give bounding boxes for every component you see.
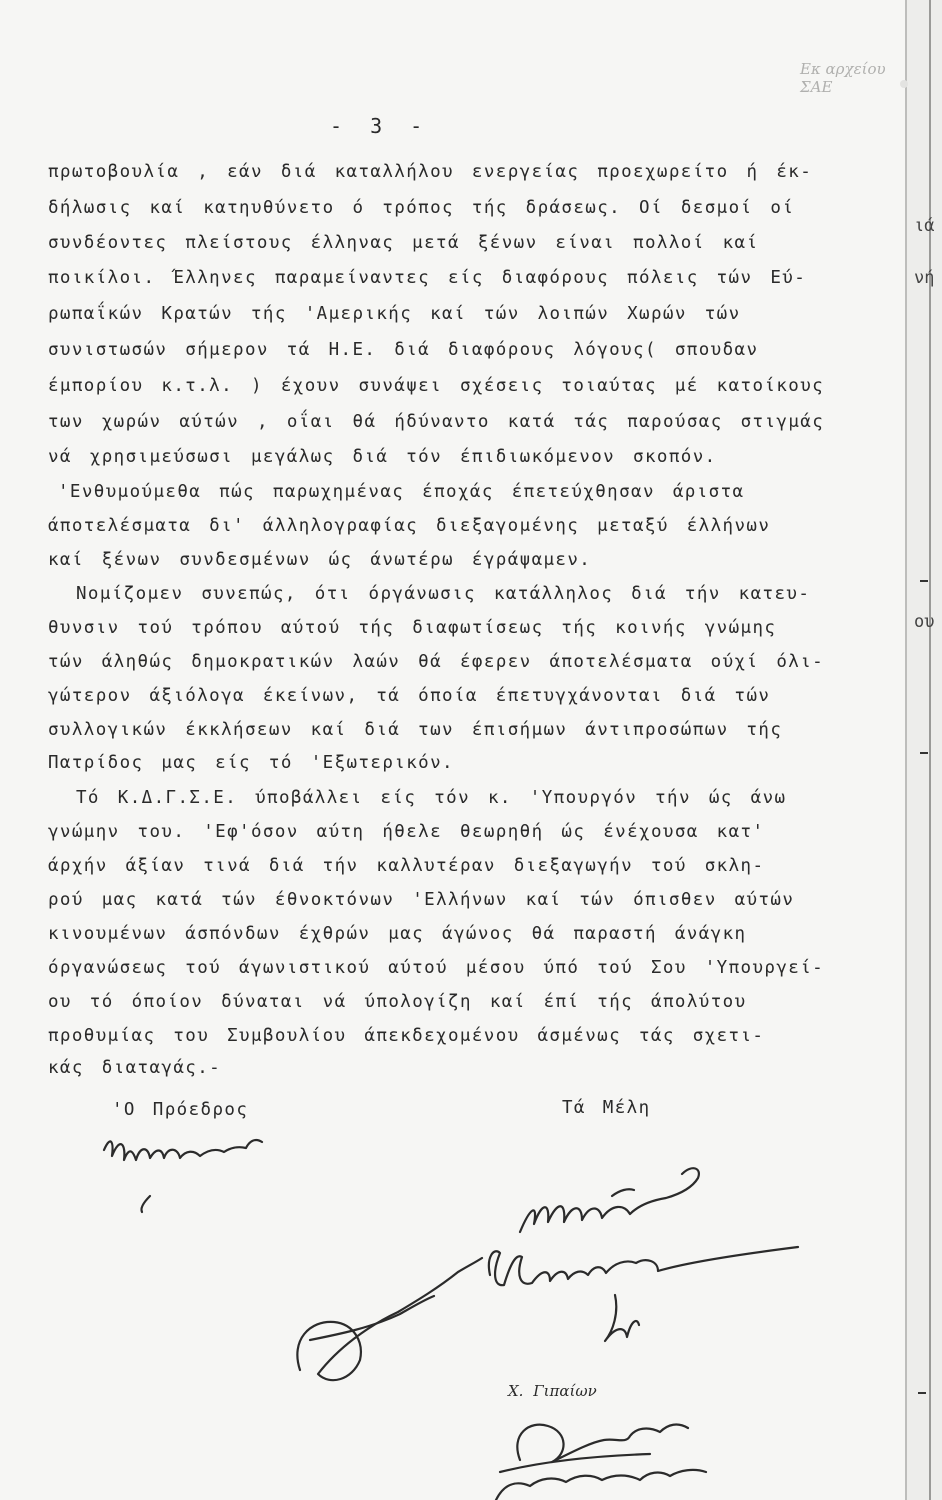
member-signature <box>605 1295 639 1341</box>
margin-bleed-text: ου <box>914 612 935 632</box>
corner-note: Εκ αρχείου ΣΑΕ <box>800 60 886 96</box>
text-line: Τό Κ.Δ.Γ.Σ.Ε. ύποβάλλει είς τόν κ. 'Υπουργόν τήν ώς άνω <box>76 788 787 808</box>
page-number: - 3 - <box>330 114 431 138</box>
text-line: όργανώσεως τού άγωνιστικού αύτού μέσου ύπό τού Σου 'Υπουργεί- <box>48 958 825 978</box>
text-line: τών άληθώς δημοκρατικών λαών θά έφερεν άποτελέσματα ούχί όλι- <box>48 652 825 672</box>
text-line: πρωτοβουλία , εάν διά καταλλήλου ενεργείας προεχωρείτο ή έκ- <box>48 162 813 182</box>
text-line: Νομίζομεν συνεπώς, ότι όργάνωσις κατάλληλος διά τήν κατευ- <box>76 584 811 604</box>
text-line: προθυμίας του Συμβουλίου άπεκδεχομένου άσμένως τάς σχετι- <box>48 1026 765 1046</box>
text-line: συνδέοντες πλείστους έλληνας μετά ξένων είναι πολλοί καί <box>48 233 759 253</box>
text-line: γνώμην του. 'Εφ'όσον αύτη ήθελε θεωρηθή ώς ένέχουσα κατ' <box>48 822 765 842</box>
margin-bleed-text: νή <box>914 268 935 288</box>
text-line: ρωπαΐκών Κρατών τής 'Αμερικής καί τών λοιπών Χωρών τών <box>48 304 741 324</box>
text-line: δήλωσις καί κατηυθύνετο ό τρόπος τής δράσεως. Οί δεσμοί οί <box>48 198 795 218</box>
text-line: θυνσιν τού τρόπου αύτού τής διαφωτίσεως τής κοινής γνώμης <box>48 618 777 638</box>
text-line: κινουμένων άσπόνδων έχθρών μας άγώνος θά παραστή άνάγκη <box>48 924 747 944</box>
text-line: άποτελέσματα δι' άλληλογραφίας διεξαγομένης μεταξύ έλλήνων <box>48 516 771 536</box>
text-line: 'Ενθυμούμεθα πώς παρωχημένας έποχάς έπετεύχθησαν άριστα <box>58 482 745 502</box>
member-signature <box>496 1470 706 1500</box>
text-line: νά χρησιμεύσωσι μεγάλως διά τόν έπιδιωκόμενον σκοπόν. <box>48 447 717 467</box>
text-line: γώτερον άξιόλογα έκείνων, τά όποία έπετυγχάνονται διά τών <box>48 686 771 706</box>
text-line: των χωρών αύτών , οΐαι θά ήδύναντο κατά τάς παρούσας στιγμάς <box>48 412 825 432</box>
member-signature <box>520 1168 699 1232</box>
text-line: κάς διαταγάς.- <box>48 1058 222 1078</box>
members-label: Τά Μέλη <box>562 1098 651 1118</box>
text-line: έμπορίου κ.τ.λ. ) έχουν συνάψει σχέσεις τοιαύτας μέ κατοίκους <box>48 376 825 396</box>
text-line: συλλογικών έκκλήσεων καί διά των έπισήμων άντιπροσώπων τής <box>48 720 783 740</box>
text-line: ποικίλοι. Έλληνες παραμείναντες είς διαφόρους πόλεις τών Εύ- <box>48 268 807 288</box>
margin-bleed-text: ιά <box>914 216 935 236</box>
member-signature <box>489 1247 798 1285</box>
text-line: ου τό όποίον δύναται νά ύπολογίζη καί έπί τής άπολύτου <box>48 992 747 1012</box>
president-signature <box>104 1140 262 1160</box>
text-line: καί ξένων συνδεσμένων ώς άνωτέρω έγράψαμεν. <box>48 550 592 570</box>
text-line: συνιστωσών σήμερον τά Η.Ε. διά διαφόρους λόγους( σπουδαν <box>48 340 759 360</box>
page-mark <box>900 80 908 88</box>
president-label: 'Ο Πρόεδρος <box>112 1100 249 1120</box>
member-name: Χ. Γιπαίων <box>508 1382 597 1400</box>
text-line: άρχήν άξίαν τινά διά τήν καλλυτέραν διεξαγωγήν τού σκλη- <box>48 856 765 876</box>
text-line: Πατρίδος μας είς τό 'Εξωτερικόν. <box>48 753 454 773</box>
text-line: ρού μας κατά τών έθνοκτόνων 'Ελλήνων καί τών όπισθεν αύτών <box>48 890 795 910</box>
